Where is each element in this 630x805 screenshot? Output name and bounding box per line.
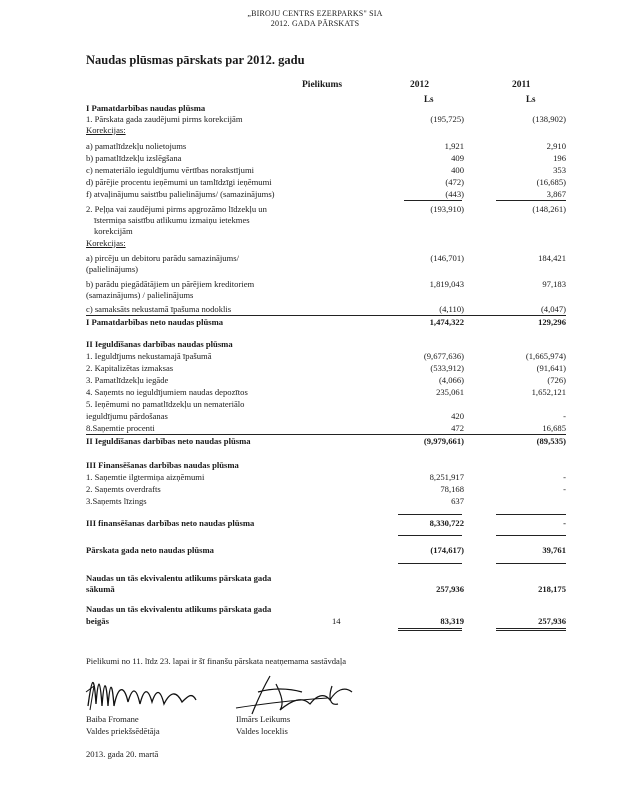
divider <box>496 535 566 536</box>
report-header: 2012. GADA PĀRSKATS <box>270 19 360 28</box>
divider <box>86 315 566 316</box>
divider <box>496 630 566 631</box>
divider <box>496 200 566 201</box>
divider <box>496 563 566 564</box>
signer-2-role: Valdes loceklis <box>236 726 288 736</box>
signer-1-name: Baiba Fromane <box>86 714 139 724</box>
signature-2 <box>232 670 372 718</box>
signer-1-role: Valdes priekšsēdētāja <box>86 726 160 736</box>
company-header: „BIROJU CENTRS EZERPARKS" SIA <box>247 9 383 18</box>
divider <box>496 514 566 515</box>
unit-2011: Ls <box>526 94 536 104</box>
divider <box>398 514 462 515</box>
column-2011-header: 2011 <box>512 80 531 90</box>
column-2012-header: 2012 <box>410 80 429 90</box>
divider <box>398 563 462 564</box>
signature-1 <box>84 666 204 716</box>
divider <box>398 630 462 631</box>
divider <box>86 434 566 435</box>
divider <box>398 535 462 536</box>
signer-2-name: Ilmārs Leikums <box>236 714 291 724</box>
column-note-header: Pielikums <box>302 80 343 90</box>
appendix-note: Pielikumi no 11. līdz 23. lapai ir šī finanšu pārskata neatņemama sastāvdaļa <box>86 656 347 666</box>
page-title: Naudas plūsmas pārskats par 2012. gadu <box>86 53 305 67</box>
divider <box>404 200 462 201</box>
unit-2012: Ls <box>424 94 434 104</box>
divider <box>398 628 462 629</box>
report-date: 2013. gada 20. martā <box>86 749 159 759</box>
divider <box>496 628 566 629</box>
